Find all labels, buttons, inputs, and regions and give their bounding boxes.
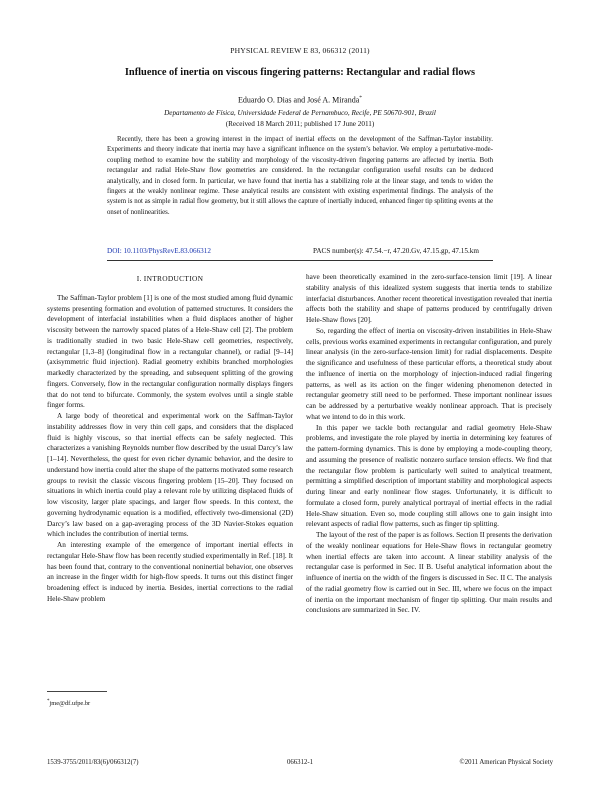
author-names: Eduardo O. Dias and José A. Miranda [237,95,360,105]
article-title: Influence of inertia on viscous fingering patterns: Rectangular and radial flows [124,67,476,78]
pacs-numbers: PACS number(s): 47.54.−r, 47.20.Gv, 47.15.gp, 47.15.km [313,247,479,255]
doi-link-container [107,247,211,255]
footnote [47,699,90,707]
paragraph: So, regarding the effect of inertia on viscosity-driven instabilities in Hele-Shaw cells, previous works examined experiments in rectangular configuration, and purely linear analysis (in the zero-surface-tension limit) for radial displacements. Despite the significance and usefulness of these particular efforts, a theoretical study about the influence of inertia on the morphology of injection-induced radial fingering patterns, as well as its action on the finger widening phenomenon detected in rectangular geometry still need to be performed. These important nonlinear issues can be addressed by a perturbative weakly nonlinear approach. That is precisely what we intend to do in this work. [306,326,552,421]
received-date: (Received 18 March 2011; published 17 June 2011) [225,120,375,128]
paragraph: have been theoretically examined in the zero-surface-tension limit [19]. A linear stability analysis of this idealized system suggests that inertia tends to stabilize interfacial disturbances. Another recent theoretical investigation revealed that inertia affects both the stability and shape of patterns produced by centrifugally driven Hele-Shaw flows [20]. [306,273,552,324]
author-footnote-mark[interactable]: * [359,95,363,101]
abstract-divider [107,260,493,261]
body-column-right [306,272,552,616]
author-list [0,95,600,105]
copyright: ©2011 American Physical Society [459,759,553,766]
paragraph: A large body of theoretical and experimental work on the Saffman-Taylor instability addresses flow in very thin cell gaps, and considers that the displaced fluid is highly viscous, so that inertial effects can be safely neglected. This characterizes a vanishing Reynolds number flow described by the usual Darcy’s law [1–14]. Nevertheless, the quest for even richer dynamic behavior, and the desire to understand how inertia could alter the shape of the patterns motivated some research groups to revisit the classic viscous fingering problem [15–20]. They focused on situations in which inertia could play a relevant role by utilizing displaced fluids of low viscosity, larger plate spacings, and larger flow speeds. In this context, the governing hydrodynamic equation is a modified, effectively two-dimensional (2D) Darcy’s law based on a gap-averaging process of the 3D Navier-Stokes equation which includes the contribution of inertial terms. [47,412,293,539]
footer-issn: 1539-3755/2011/83(6)/066312(7) [47,759,139,766]
body-column-left [47,272,293,605]
section-heading: I. INTRODUCTION [136,274,204,283]
footnote-divider [47,691,107,692]
footnote-email[interactable]: jme@df.ufpe.br [49,700,91,708]
affiliation: Departamento de Física, Universidade Federal de Pernambuco, Recife, PE 50670-901, Brazil [164,109,436,117]
journal-header: PHYSICAL REVIEW E 83, 066312 (2011) [230,46,370,55]
paragraph: An interesting example of the emergence of important inertial effects in rectangular Hele-Shaw flow has been recently studied experimentally in Ref. [18]. It has been found that, contrary to the conventional noninertial behavior, one observes an increase in the finger width for high-flow speeds. It turns out this distinct finger broadening effect is induced by inertia. Besides, inertial corrections to the radial Hele-Shaw problem [47,541,293,603]
paragraph: The layout of the rest of the paper is as follows. Section II presents the derivation of the weakly nonlinear equations for Hele-Shaw flows in rectangular geometry when inertial effects are taken into account. A linear stability analysis of the rectangular case is performed in Sec. II B. Useful analytical information about the influence of inertia on the width of the fingers is discussed in Sec. II C. The analysis of the radial geometry flow is carried out in Sec. III, where we focus on the impact of inertia on the important mechanism of finger tip splitting. Our main results and conclusions are summarized in Sec. IV. [306,531,552,615]
page-number: 066312-1 [286,759,314,766]
paragraph: The Saffman-Taylor problem [1] is one of the most studied among fluid dynamic systems presenting formation and evolution of patterned structures. It considers the development of interfacial instabilities when a fluid displaces another of higher viscosity between the narrowly spaced plates of a Hele-Shaw cell [2]. The problem is traditionally studied in two basic Hele-Shaw cell geometries, respectively, rectangular [1,3–8] (longitudinal flow in a rectangular channel), or radial [9–14] (axisymmetric fluid injection). Radial geometry exhibits branched morphologies markedly characterized by the spreading, and subsequent splitting of the growing fingers. Conversely, flow in the rectangular configuration normally displays fingers that do not tend to bifurcate. Commonly, the system evolves until a single stable finger forms. [47,293,293,410]
abstract-text: Recently, there has been a growing interest in the impact of inertial effects on the development of the Saffman-Taylor instability. Experiments and theory indicate that inertia may have a significant influence on the system’s behavior. We employ a perturbative-mode-coupling method to examine how the stability and morphology of the viscosity-driven fingering patterns are affected by inertia. Both rectangular and radial Hele-Shaw flow geometries are considered. In the rectangular configuration useful results can be deduced analytically, and in closed form. In particular, we have found that inertia has a stabilizing role at the linear stage, and tends to widen the fingers at the weakly nonlinear regime. These analytical results are consistent with existing experimental findings. The analysis of the system is not as simple in radial flow geometry, but it still allows the capture of inertially induced, enhanced finger tip splitting events at the onset of nonlinearities. [107,136,493,216]
doi-link[interactable]: DOI: 10.1103/PhysRevE.83.066312 [107,247,211,255]
paragraph: In this paper we tackle both rectangular and radial geometry Hele-Shaw problems, and investigate the role played by inertia in determining key features of the pattern-forming dynamics. This is done by employing a mode-coupling theory, and assuming the presence of realistic nonzero surface tension effects. We find that the rectangular flow problem is particularly well suited to analytical treatment, permitting a simplified description of important stability and morphological aspects during linear and early nonlinear flow stages. Unfortunately, it is difficult to formulate a closed form, purely analytical portrayal of inertial effects in the radial Hele-Shaw situation. Even so, mode coupling still allows one to gain insight into relevant aspects of radial flow patterns, such as finger tip splitting. [306,423,552,529]
abstract [107,135,493,218]
footnote-mark: * [47,699,50,704]
